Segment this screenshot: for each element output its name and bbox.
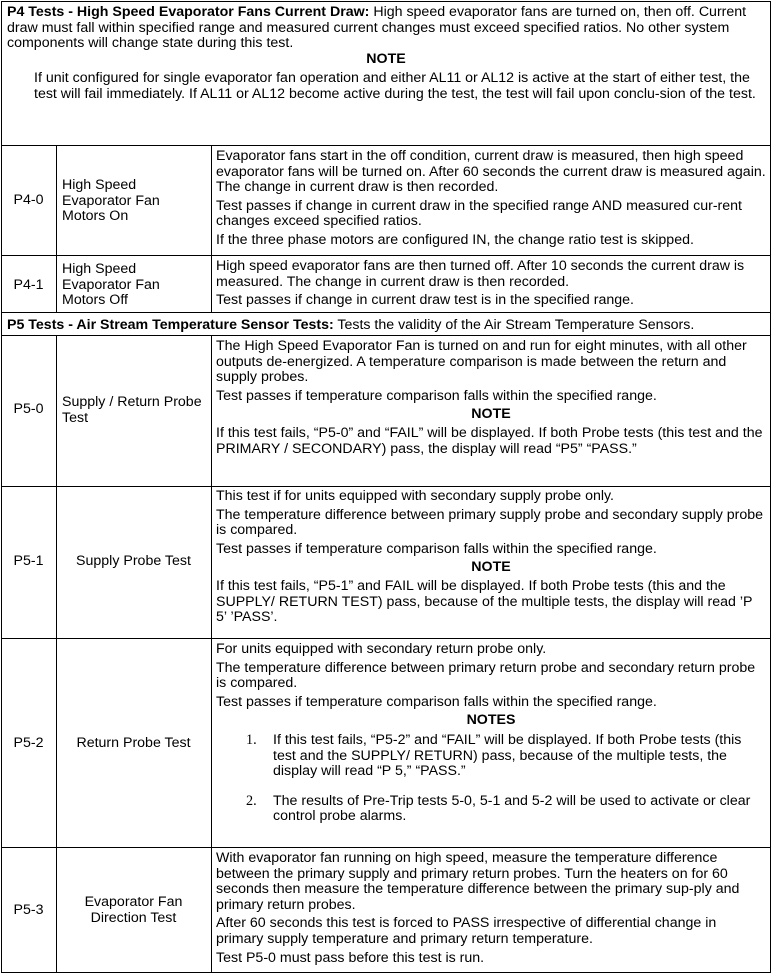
list-item: [246, 733, 766, 780]
notes-label: NOTES: [466, 712, 516, 729]
row-desc-p5-3: [216, 851, 766, 969]
row-id-p5-0: P5-0: [13, 401, 44, 417]
note-text: If this test fails, “P5-2” and “FAIL” will be displayed. If both Probe tests (this test and the SUPPLY/ RETURN) pass, because of the multiple tests, the display will read “P 5,” “PASS.”: [273, 731, 742, 780]
row-desc-p4-1: [216, 259, 766, 312]
list-number: 1.: [246, 731, 257, 748]
paragraph: Evaporator fans start in the off condition, current draw is measured, then high speed evaporator fans will be turned on. After 60 seconds the current draw is measured again. The change in current draw is then recorded.: [216, 148, 766, 196]
paragraph: Test P5-0 must pass before this test is run.: [216, 949, 485, 966]
paragraph: High speed evaporator fans are then turned off. After 10 seconds the current draw is measured. The change in current draw is then recorded.: [216, 258, 745, 290]
paragraph: Test passes if temperature comparison falls within the specified range.: [216, 693, 657, 710]
row-name-p5-1: Supply Probe Test: [76, 553, 191, 569]
divider: [1, 847, 771, 848]
p5-header-text: Tests the validity of the Air Stream Temperature Sensors.: [333, 317, 695, 333]
paragraph: After 60 seconds this test is forced to PASS irrespective of differential change in primary supply temperature and primary return temperature.: [216, 915, 717, 947]
list-item: [246, 794, 766, 825]
paragraph: Test passes if change in current draw in the specified range AND measured cur-rent changes exceed specified ratios.: [216, 197, 742, 230]
divider: [1, 335, 771, 336]
row-id-p5-3: P5-3: [13, 902, 44, 918]
note-text: The results of Pre-Trip tests 5-0, 5-1 and 5-2 will be used to activate or clear control probe alarms.: [273, 792, 751, 825]
row-desc-p4-0: [216, 149, 766, 252]
p5-header-title: P5 Tests - Air Stream Temperature Sensor Tests:: [7, 317, 334, 333]
row-name-p5-0: Supply / Return Probe Test: [62, 394, 202, 426]
divider: [1, 638, 771, 639]
paragraph: If the three phase motors are configured IN, the change ratio test is skipped.: [216, 231, 694, 248]
paragraph: The temperature difference between primary return probe and secondary return probe is compared.: [216, 659, 756, 692]
row-id-p5-1: P5-1: [13, 553, 44, 569]
row-name-p5-2: Return Probe Test: [76, 735, 191, 751]
divider: [1, 145, 771, 146]
divider: [1, 255, 771, 256]
p4-header-title: P4 Tests - High Speed Evaporator Fans Current Draw:: [7, 4, 370, 20]
row-desc-p5-0: [216, 339, 766, 460]
row-name-p5-3: Evaporator Fan Direction Test: [84, 894, 183, 926]
paragraph: The High Speed Evaporator Fan is turned on and run for eight minutes, with all other outputs de-energized. A temperature comparison is made between the return and supply probes.: [216, 338, 747, 386]
divider: [1, 312, 771, 313]
column-divider: [56, 335, 57, 973]
paragraph: With evaporator fan running on high speed, measure the temperature difference between the primary supply and primary return probes. Turn the heaters on for 60 seconds then measure the temperature difference between the primary sup-ply and primary return probes.: [216, 850, 740, 913]
column-divider: [211, 145, 212, 312]
p4-header: [7, 5, 765, 52]
p5-header: [7, 318, 765, 334]
notes-list: [216, 733, 766, 825]
note-label: NOTE: [471, 406, 511, 423]
paragraph: This test if for units equipped with secondary supply probe only.: [216, 488, 614, 504]
paragraph: For units equipped with secondary return probe only.: [216, 641, 547, 657]
list-number: 2.: [246, 792, 257, 809]
row-name-p4-1: High Speed Evaporator Fan Motors Off: [62, 261, 160, 309]
note-text: If this test fails, “P5-1” and FAIL will be displayed. If both Probe tests (this and the SUPPLY/ RETURN TEST) pass, because of the multiple tests, the display will read ’P 5’ ’PASS’.: [216, 577, 753, 626]
row-id-p4-1: P4-1: [13, 277, 44, 293]
row-desc-p5-2: [216, 642, 766, 825]
divider: [1, 486, 771, 487]
p4-note-text: If unit configured for single evaporator fan operation and either AL11 or AL12 is active at the start of either test, the test will fail immediately. If AL11 or AL12 become active during the test, the test will fail upon conclu-sion of the test.: [34, 70, 756, 102]
note-text: If this test fails, “P5-0” and “FAIL” will be displayed. If both Probe tests (this test and the PRIMARY / SECONDARY) pass, the display will read “P5” “PASS.”: [216, 424, 763, 457]
note-label: NOTE: [471, 559, 511, 576]
column-divider: [56, 145, 57, 312]
row-id-p5-2: P5-2: [13, 735, 44, 751]
p4-note-label: NOTE: [366, 51, 406, 67]
row-name-p4-0: High Speed Evaporator Fan Motors On: [62, 177, 160, 225]
row-desc-p5-1: [216, 489, 766, 629]
paragraph: Test passes if temperature comparison falls within the specified range.: [216, 540, 657, 557]
paragraph: The temperature difference between primary supply probe and secondary supply probe is compared.: [216, 506, 764, 539]
column-divider: [211, 335, 212, 973]
row-id-p4-0: P4-0: [13, 192, 44, 208]
paragraph: Test passes if change in current draw test is in the specified range.: [216, 292, 634, 309]
p4-header-text: High speed evaporator fans are turned on, then off. Current draw must fall within specified range and measured current changes must exceed specified ratios. No other system components will change state during this test.: [7, 4, 747, 52]
table-frame: [1, 1, 771, 973]
paragraph: Test passes if temperature comparison falls within the specified range.: [216, 387, 657, 404]
